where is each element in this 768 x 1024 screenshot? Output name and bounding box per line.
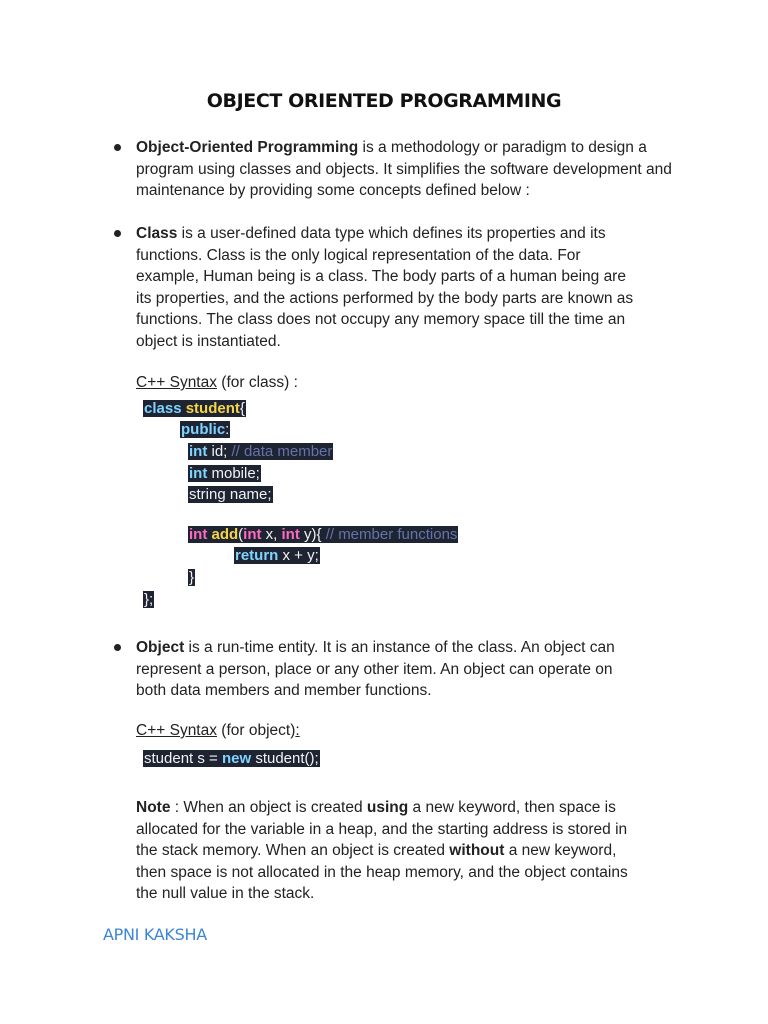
note-without: without xyxy=(449,842,505,860)
note-text-1: : When an object is created xyxy=(170,799,367,816)
code-student-ctor: student(); xyxy=(251,750,319,767)
code-line-5 xyxy=(188,484,273,506)
class-paragraph xyxy=(136,223,636,353)
code-kw-new: new xyxy=(221,750,252,767)
bullet-object xyxy=(114,644,121,651)
code-comment-data-member: // data member xyxy=(231,443,333,460)
class-syntax-link[interactable]: C++ Syntax xyxy=(136,374,217,391)
code-close-brace: } xyxy=(189,569,195,586)
oop-text: is a methodology or paradigm to design a program using classes and objects. It simplifies the software development and maintenance by providing some concepts defined below : xyxy=(136,139,672,200)
oop-term: Object-Oriented Programming xyxy=(136,139,359,156)
oop-paragraph xyxy=(136,137,676,202)
object-syntax-colon: : xyxy=(295,722,300,739)
code-class-end: }; xyxy=(144,591,154,608)
page-title: OBJECT ORIENTED PROGRAMMING xyxy=(206,90,562,112)
code-fn-add: add xyxy=(211,526,239,543)
class-text: is a user-defined data type which defines its properties and its functions. Class is the only logical representation of the data. For example, Human being is a class. The body parts of a human being are its properties, and the actions performed by the body parts are known as functions. The class does not occupy any memory space till the time an object is instantiated. xyxy=(136,225,634,350)
code-string-name: string name; xyxy=(189,486,272,503)
code-colon: : xyxy=(225,421,230,438)
code-line-3 xyxy=(188,441,333,463)
code-param-y: y){ xyxy=(299,526,326,543)
code-kw-public: public xyxy=(181,421,226,438)
code-line-4 xyxy=(188,463,261,485)
note-using: using xyxy=(366,799,409,816)
object-term: Object xyxy=(136,639,185,656)
object-syntax-heading xyxy=(136,720,676,742)
note-text-3: a new keyword, then space is not allocated in the heap memory, and the object contains the null value in the stack. xyxy=(136,842,628,903)
code-kw-int: int xyxy=(189,443,208,460)
code-line-2 xyxy=(180,419,230,441)
code-kw-return: return xyxy=(235,547,279,564)
object-paragraph xyxy=(136,637,636,702)
footer-brand: APNI KAKSHA xyxy=(103,925,207,944)
note-paragraph xyxy=(136,797,646,905)
code-student-s: student s = xyxy=(144,750,222,767)
code-comment-member-functions: // member functions xyxy=(325,526,458,543)
code-kw-int: int xyxy=(281,526,300,543)
object-code-line xyxy=(143,748,320,770)
code-open-brace: { xyxy=(239,400,245,417)
code-kw-int: int xyxy=(243,526,262,543)
code-line-7 xyxy=(234,545,320,567)
object-text: is a run-time entity. It is an instance of the class. An object can represent a person, place or any other item. An object can operate on both data members and member functions. xyxy=(136,639,615,700)
class-term: Class xyxy=(136,225,178,242)
code-return-expr: x + y; xyxy=(278,547,319,564)
bullet-oop xyxy=(114,144,121,151)
note-text-2: a new keyword, then space is allocated for the variable in a heap, and the starting address is stored in the stack memory. When an object is created xyxy=(136,799,628,860)
code-class-name: student xyxy=(185,400,240,417)
code-line-8 xyxy=(188,567,195,589)
bullet-class xyxy=(114,230,121,237)
object-syntax-note: (for object) xyxy=(217,722,296,739)
code-kw-class: class xyxy=(144,400,182,417)
code-line-6 xyxy=(188,524,458,546)
code-kw-int: int xyxy=(189,465,208,482)
code-kw-int: int xyxy=(189,526,208,543)
note-label: Note xyxy=(136,799,171,816)
object-syntax-link[interactable]: C++ Syntax xyxy=(136,722,217,739)
class-syntax-heading xyxy=(136,372,676,394)
code-line-1 xyxy=(143,398,246,420)
code-line-9 xyxy=(143,589,154,611)
code-param-x: x, xyxy=(261,526,282,543)
code-paren: ( xyxy=(238,526,244,543)
code-mobile: mobile; xyxy=(207,465,260,482)
code-id: id; xyxy=(207,443,232,460)
class-syntax-note: (for class) : xyxy=(217,374,298,391)
